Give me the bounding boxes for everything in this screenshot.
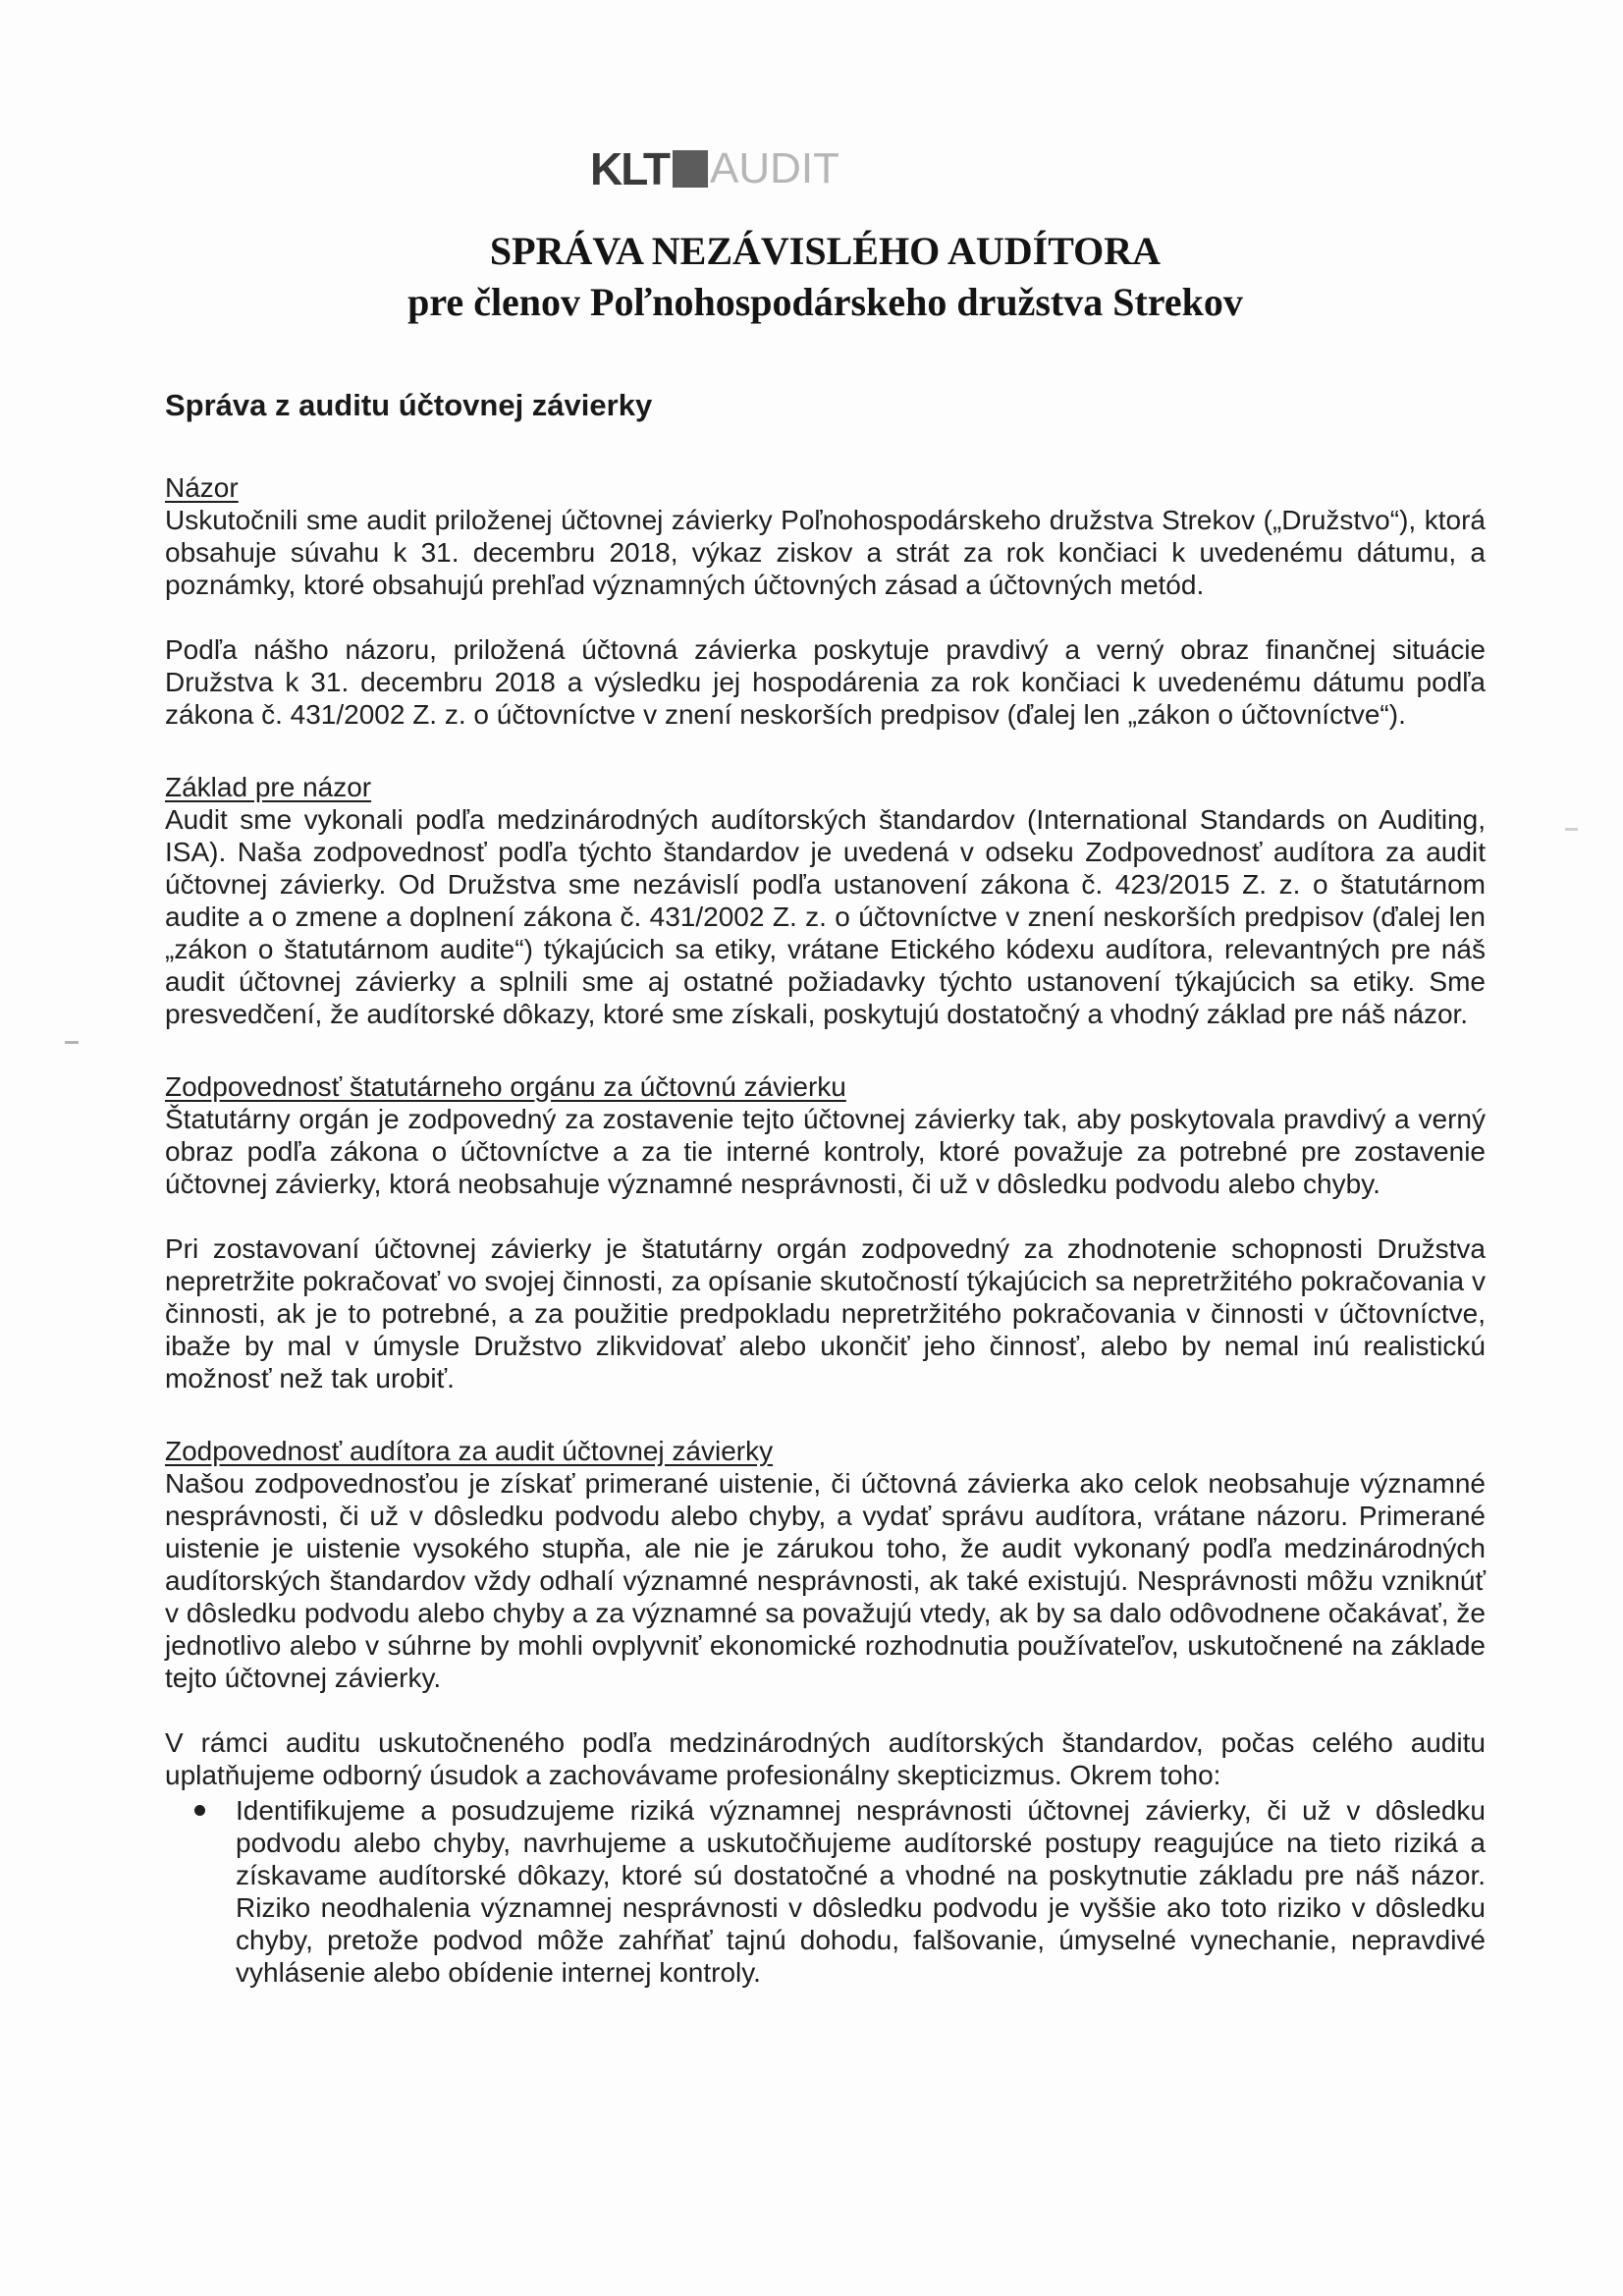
list-item xyxy=(165,1794,1486,1989)
paragraph: Štatutárny orgán je zodpovedný za zostavenie tejto účtovnej závierky tak, aby poskytovala pravdivý a verný obraz podľa zákona o účtovníctve a za tie interné kontroly, ktoré považuje za potrebné pre zostavenie účtovnej závierky, ktorá neobsahuje významné nesprávnosti, či už v dôsledku podvodu alebo chyby. xyxy=(165,1104,1486,1199)
section-heading: Základ pre názor xyxy=(165,772,372,802)
section-zaklad-pre-nazor xyxy=(165,771,1486,1030)
bullet-dot-icon xyxy=(194,1805,205,1816)
klt-audit-logo xyxy=(590,143,1486,194)
paragraph: Našou zodpovednosťou je získať primerané uistenie, či účtovná závierka ako celok neobsahuje významné nesprávnosti, či už v dôsledku podvodu alebo chyby, a vydať správu audítora, vrátane názoru. Primerané uistenie je uistenie vysokého stupňa, ale nie je zárukou toho, že audit vykonaný podľa medzinárodných audítorských štandardov vždy odhalí významné nesprávnosti, ak také existujú. Nesprávnosti môžu vzniknúť v dôsledku podvodu alebo chyby a za významné sa považujú vtedy, ak by sa dalo odôvodnene očakávať, že jednotlivo alebo v súhrne by mohli ovplyvniť ekonomické rozhodnutia používateľov, uskutočnené na základe tejto účtovnej závierky. xyxy=(165,1468,1486,1693)
section-heading: Zodpovednosť audítora za audit účtovnej závierky xyxy=(165,1436,774,1466)
list-item-text: Identifikujeme a posudzujeme riziká významnej nesprávnosti účtovnej závierky, či už v dôsledku podvodu alebo chyby, navrhujeme a uskutočňujeme audítorské postupy reagujúce na tieto riziká a získavame audítorské dôkazy, ktoré sú dostatočné a vhodné na poskytnutie základu pre náš názor. Riziko neodhalenia významnej nesprávnosti v dôsledku podvodu je vyššie ako toto riziko v dôsledku chyby, pretože podvod môže zahŕňať tajnú dohodu, falšovanie, úmyselné vynechanie, nepravdivé vyhlásenie alebo obídenie internej kontroly. xyxy=(236,1795,1486,1988)
section-heading: Názor xyxy=(165,472,239,503)
bullet-list xyxy=(165,1794,1486,1989)
document-title-line2: pre členov Poľnohospodárskeho družstva Strekov xyxy=(407,280,1243,324)
section-nazor xyxy=(165,471,1486,731)
logo-brand-bold: KLT xyxy=(590,143,670,194)
scan-artifact-right xyxy=(1565,828,1578,831)
paragraph: V rámci auditu uskutočneného podľa medzinárodných audítorských štandardov, počas celého auditu uplatňujeme odborný úsudok a zachovávame profesionálny skepticizmus. Okrem toho: xyxy=(165,1727,1486,1790)
section-heading: Zodpovednosť štatutárneho orgánu za účtovnú závierku xyxy=(165,1071,846,1102)
paragraph: Pri zostavovaní účtovnej závierky je štatutárny orgán zodpovedný za zhodnotenie schopnosti Družstva nepretržite pokračovať vo svojej činnosti, za opísanie skutočností týkajúcich sa nepretržitého pokračovania v činnosti, ak je to potrebné, a za použitie predpokladu nepretržitého pokračovania v činnosti v účtovníctve, ibaže by mal v úmysle Družstvo zlikvidovať alebo ukončiť jeho činnosť, alebo by nemal inú realistickú možnosť než tak urobiť. xyxy=(165,1233,1486,1394)
paragraph: Podľa nášho názoru, priložená účtovná závierka poskytuje pravdivý a verný obraz finančnej situácie Družstva k 31. decembru 2018 a výsledku jej hospodárenia za rok končiaci k uvedenému dátumu podľa zákona č. 431/2002 Z. z. o účtovníctve v znení neskorších predpisov (ďalej len „zákon o účtovníctve“). xyxy=(165,634,1486,730)
section-zodpovednost-statutarneho-organu xyxy=(165,1070,1486,1394)
paragraph: Audit sme vykonali podľa medzinárodných audítorských štandardov (International Standards on Auditing, ISA). Naša zodpovednosť podľa týchto štandardov je uvedená v odseku Zodpovednosť audítora za audit účtovnej závierky. Od Družstva sme nezávislí podľa ustanovení zákona č. 423/2015 Z. z. o štatutárnom audite a o zmene a doplnení zákona č. 431/2002 Z. z. o účtovníctve v znení neskorších predpisov (ďalej len „zákon o štatutárnom audite“) týkajúcich sa etiky, vrátane Etického kódexu audítora, relevantných pre náš audit účtovnej závierky a splnili sme aj ostatné požiadavky týchto ustanovení týkajúcich sa etiky. Sme presvedčení, že audítorské dôkazy, ktoré sme získali, poskytujú dostatočný a vhodný základ pre náš názor. xyxy=(165,804,1486,1029)
logo-square-icon xyxy=(673,150,708,188)
logo-brand-light: AUDIT xyxy=(710,144,840,192)
section-zodpovednost-auditora xyxy=(165,1435,1486,1989)
paragraph: Uskutočnili sme audit priloženej účtovnej závierky Poľnohospodárskeho družstva Strekov („Družstvo“), ktorá obsahuje súvahu k 31. decembru 2018, výkaz ziskov a strát za rok končiaci k uvedenému dátumu, a poznámky, ktoré obsahujú prehľad významných účtovných zásad a účtovných metód. xyxy=(165,505,1486,600)
document-page xyxy=(165,0,1486,1989)
scan-artifact-left xyxy=(65,1041,79,1044)
report-heading: Správa z auditu účtovnej závierky xyxy=(165,388,653,422)
document-title-line1: SPRÁVA NEZÁVISLÉHO AUDÍTORA xyxy=(489,229,1162,273)
document-title xyxy=(165,226,1486,328)
